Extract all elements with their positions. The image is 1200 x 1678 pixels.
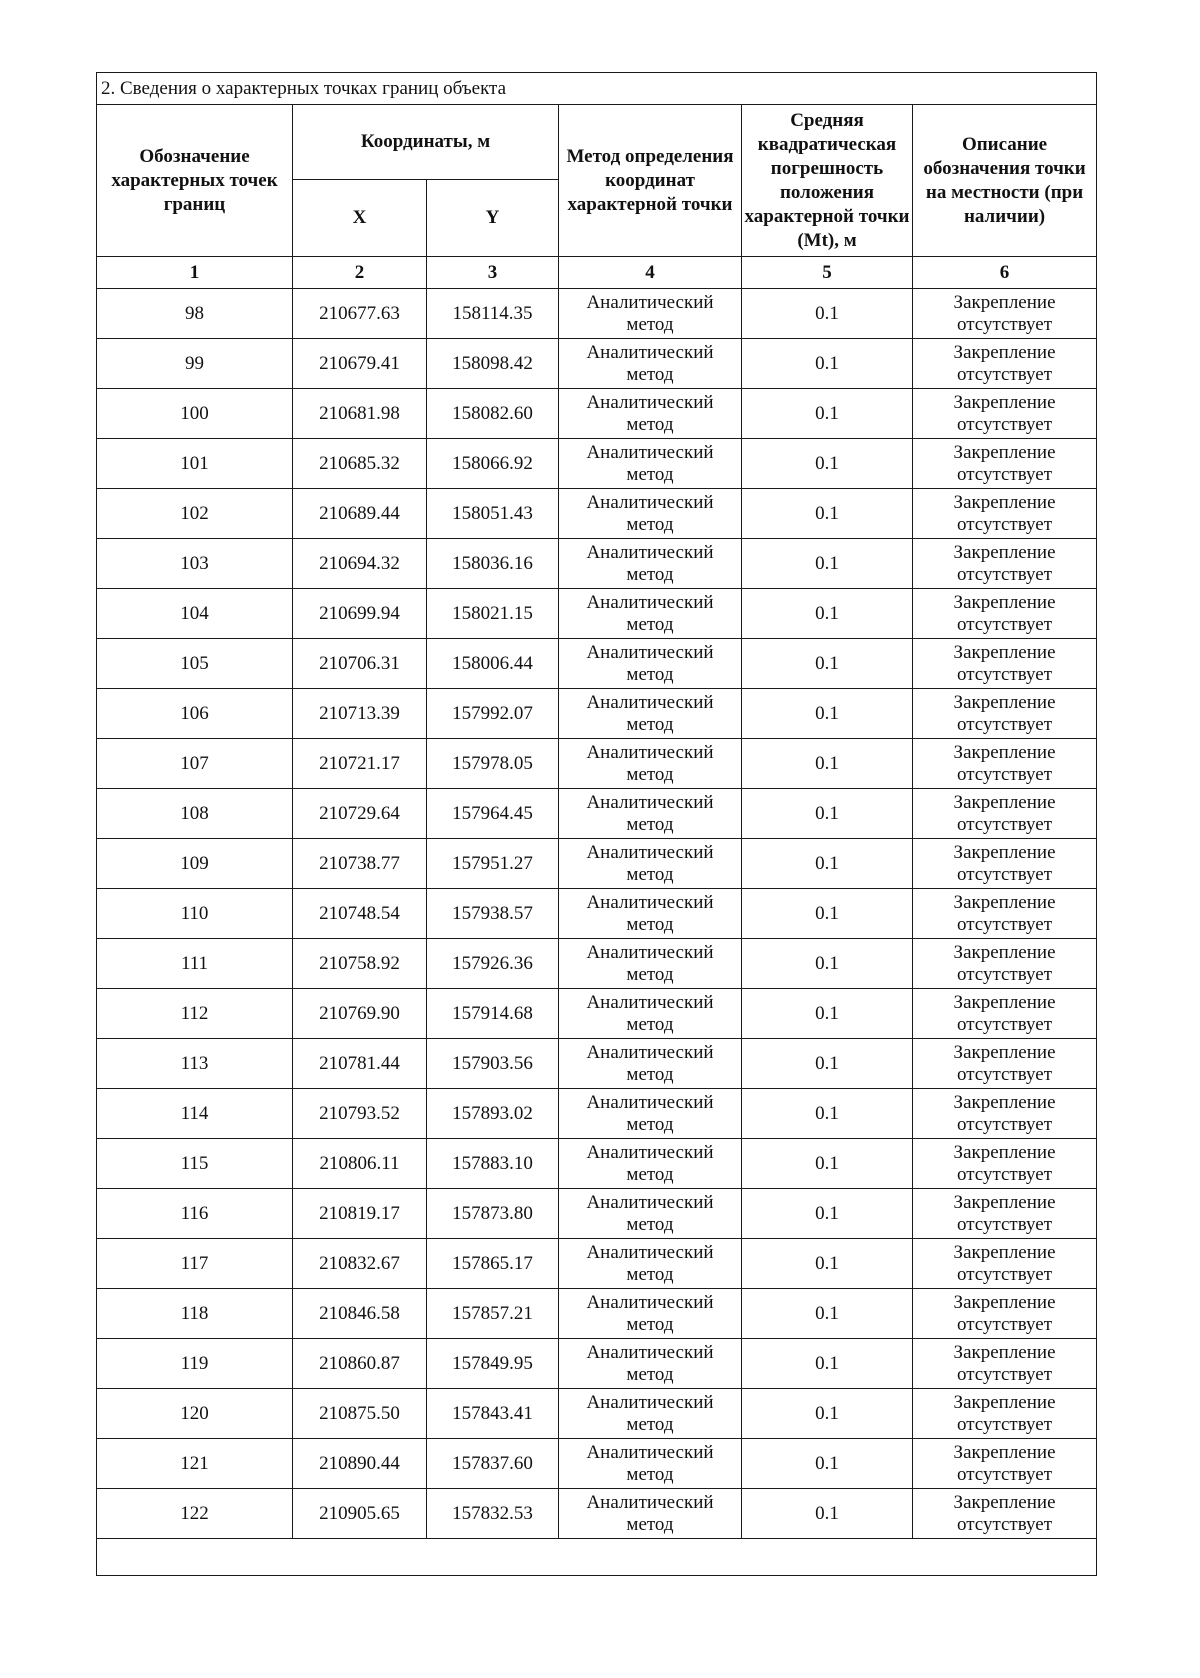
method-cell-line-1: Аналитический xyxy=(586,691,714,713)
description-cell-line-1: Закрепление xyxy=(953,1391,1056,1413)
method-cell-line-1: Аналитический xyxy=(586,541,714,563)
method-cell-line-2: метод xyxy=(626,1463,674,1485)
table-row xyxy=(97,739,1097,789)
method-cell xyxy=(559,439,742,489)
description-cell-line-1: Закрепление xyxy=(953,741,1056,763)
method-cell-line-2: метод xyxy=(626,563,674,585)
method-cell-line-1: Аналитический xyxy=(586,1191,714,1213)
method-cell xyxy=(559,489,742,539)
method-cell-line-1: Аналитический xyxy=(586,991,714,1013)
table-body xyxy=(97,289,1097,1539)
method-cell xyxy=(559,689,742,739)
method-cell-line-1: Аналитический xyxy=(586,841,714,863)
accuracy-cell: 0.1 xyxy=(742,739,913,789)
description-cell-line-1: Закрепление xyxy=(953,1091,1056,1113)
header-y: Y xyxy=(427,180,559,257)
description-cell xyxy=(913,489,1097,539)
method-cell-line-2: метод xyxy=(626,963,674,985)
y-coordinate-cell: 157964.45 xyxy=(427,789,559,839)
method-cell-line-1: Аналитический xyxy=(586,791,714,813)
method-cell-line-1: Аналитический xyxy=(586,1391,714,1413)
table-row xyxy=(97,339,1097,389)
method-cell xyxy=(559,639,742,689)
description-cell xyxy=(913,1139,1097,1189)
description-cell-line-2: отсутствует xyxy=(957,913,1053,935)
method-cell-line-1: Аналитический xyxy=(586,1041,714,1063)
header-description: Описание обозначения точки на местности (при наличии) xyxy=(913,105,1097,257)
method-cell xyxy=(559,739,742,789)
table-row xyxy=(97,689,1097,739)
description-cell xyxy=(913,539,1097,589)
method-cell-line-1: Аналитический xyxy=(586,641,714,663)
method-cell-line-1: Аналитический xyxy=(586,891,714,913)
method-cell-line-1: Аналитический xyxy=(586,391,714,413)
description-cell-line-1: Закрепление xyxy=(953,941,1056,963)
x-coordinate-cell: 210860.87 xyxy=(293,1339,427,1389)
description-cell-line-2: отсутствует xyxy=(957,1363,1053,1385)
description-cell-line-2: отсутствует xyxy=(957,713,1053,735)
description-cell-line-1: Закрепление xyxy=(953,641,1056,663)
description-cell-line-2: отсутствует xyxy=(957,513,1053,535)
method-cell-line-2: метод xyxy=(626,1313,674,1335)
y-coordinate-cell: 157865.17 xyxy=(427,1239,559,1289)
column-number: 4 xyxy=(559,257,742,289)
method-cell xyxy=(559,589,742,639)
accuracy-cell: 0.1 xyxy=(742,1389,913,1439)
description-cell-line-1: Закрепление xyxy=(953,391,1056,413)
point-number-cell: 113 xyxy=(97,1039,293,1089)
point-number-cell: 114 xyxy=(97,1089,293,1139)
y-coordinate-cell: 157883.10 xyxy=(427,1139,559,1189)
header-method: Метод определения координат характерной точки xyxy=(559,105,742,257)
point-number-cell: 110 xyxy=(97,889,293,939)
y-coordinate-cell: 158051.43 xyxy=(427,489,559,539)
method-cell-line-1: Аналитический xyxy=(586,1341,714,1363)
x-coordinate-cell: 210748.54 xyxy=(293,889,427,939)
x-coordinate-cell: 210832.67 xyxy=(293,1239,427,1289)
description-cell-line-1: Закрепление xyxy=(953,1041,1056,1063)
point-number-cell: 100 xyxy=(97,389,293,439)
description-cell-line-1: Закрепление xyxy=(953,1191,1056,1213)
column-number-row xyxy=(97,257,1097,289)
accuracy-cell: 0.1 xyxy=(742,489,913,539)
description-cell-line-2: отсутствует xyxy=(957,1313,1053,1335)
accuracy-cell: 0.1 xyxy=(742,589,913,639)
accuracy-cell: 0.1 xyxy=(742,939,913,989)
description-cell-line-1: Закрепление xyxy=(953,1491,1056,1513)
x-coordinate-cell: 210681.98 xyxy=(293,389,427,439)
header-point-designation: Обозначение характерных точек границ xyxy=(97,105,293,257)
description-cell-line-1: Закрепление xyxy=(953,1441,1056,1463)
point-number-cell: 102 xyxy=(97,489,293,539)
header-x: X xyxy=(293,180,427,257)
point-number-cell: 120 xyxy=(97,1389,293,1439)
x-coordinate-cell: 210781.44 xyxy=(293,1039,427,1089)
method-cell-line-2: метод xyxy=(626,1213,674,1235)
description-cell-line-2: отсутствует xyxy=(957,1113,1053,1135)
point-number-cell: 116 xyxy=(97,1189,293,1239)
description-cell-line-2: отсутствует xyxy=(957,613,1053,635)
accuracy-cell: 0.1 xyxy=(742,1039,913,1089)
description-cell-line-2: отсутствует xyxy=(957,313,1053,335)
description-cell xyxy=(913,1439,1097,1489)
accuracy-cell: 0.1 xyxy=(742,439,913,489)
point-number-cell: 122 xyxy=(97,1489,293,1539)
method-cell-line-1: Аналитический xyxy=(586,1091,714,1113)
accuracy-cell: 0.1 xyxy=(742,539,913,589)
description-cell xyxy=(913,839,1097,889)
method-cell-line-2: метод xyxy=(626,763,674,785)
column-number: 2 xyxy=(293,257,427,289)
description-cell-line-2: отсутствует xyxy=(957,463,1053,485)
description-cell-line-1: Закрепление xyxy=(953,691,1056,713)
description-cell xyxy=(913,1389,1097,1439)
x-coordinate-cell: 210706.31 xyxy=(293,639,427,689)
method-cell xyxy=(559,789,742,839)
y-coordinate-cell: 157903.56 xyxy=(427,1039,559,1089)
table-row xyxy=(97,1339,1097,1389)
method-cell xyxy=(559,1489,742,1539)
description-cell-line-1: Закрепление xyxy=(953,341,1056,363)
empty-footer-row xyxy=(97,1539,1097,1576)
method-cell-line-1: Аналитический xyxy=(586,491,714,513)
accuracy-cell: 0.1 xyxy=(742,1089,913,1139)
point-number-cell: 107 xyxy=(97,739,293,789)
accuracy-cell: 0.1 xyxy=(742,1239,913,1289)
y-coordinate-cell: 157992.07 xyxy=(427,689,559,739)
y-coordinate-cell: 157873.80 xyxy=(427,1189,559,1239)
method-cell xyxy=(559,389,742,439)
x-coordinate-cell: 210729.64 xyxy=(293,789,427,839)
x-coordinate-cell: 210738.77 xyxy=(293,839,427,889)
description-cell xyxy=(913,939,1097,989)
description-cell xyxy=(913,389,1097,439)
method-cell xyxy=(559,889,742,939)
method-cell-line-2: метод xyxy=(626,463,674,485)
y-coordinate-cell: 157978.05 xyxy=(427,739,559,789)
y-coordinate-cell: 157926.36 xyxy=(427,939,559,989)
accuracy-cell: 0.1 xyxy=(742,639,913,689)
method-cell xyxy=(559,1239,742,1289)
description-cell-line-2: отсутствует xyxy=(957,1413,1053,1435)
table-row xyxy=(97,789,1097,839)
table-row xyxy=(97,1189,1097,1239)
x-coordinate-cell: 210694.32 xyxy=(293,539,427,589)
description-cell-line-2: отсутствует xyxy=(957,563,1053,585)
method-cell-line-2: метод xyxy=(626,1363,674,1385)
method-cell-line-2: метод xyxy=(626,813,674,835)
accuracy-cell: 0.1 xyxy=(742,1139,913,1189)
method-cell-line-1: Аналитический xyxy=(586,1441,714,1463)
method-cell xyxy=(559,939,742,989)
method-cell-line-2: метод xyxy=(626,1063,674,1085)
table-row xyxy=(97,639,1097,689)
column-number: 1 xyxy=(97,257,293,289)
y-coordinate-cell: 157893.02 xyxy=(427,1089,559,1139)
point-number-cell: 115 xyxy=(97,1139,293,1189)
description-cell xyxy=(913,439,1097,489)
point-number-cell: 101 xyxy=(97,439,293,489)
accuracy-cell: 0.1 xyxy=(742,989,913,1039)
method-cell-line-2: метод xyxy=(626,1263,674,1285)
boundary-points-table xyxy=(96,72,1097,1576)
method-cell-line-2: метод xyxy=(626,1163,674,1185)
point-number-cell: 106 xyxy=(97,689,293,739)
description-cell-line-1: Закрепление xyxy=(953,791,1056,813)
x-coordinate-cell: 210689.44 xyxy=(293,489,427,539)
description-cell-line-1: Закрепление xyxy=(953,1241,1056,1263)
description-cell-line-2: отсутствует xyxy=(957,1163,1053,1185)
point-number-cell: 105 xyxy=(97,639,293,689)
caption-row xyxy=(97,73,1097,105)
method-cell xyxy=(559,1289,742,1339)
description-cell-line-1: Закрепление xyxy=(953,841,1056,863)
method-cell-line-2: метод xyxy=(626,1113,674,1135)
method-cell-line-1: Аналитический xyxy=(586,1291,714,1313)
method-cell xyxy=(559,1039,742,1089)
method-cell-line-2: метод xyxy=(626,313,674,335)
x-coordinate-cell: 210875.50 xyxy=(293,1389,427,1439)
table-row xyxy=(97,1039,1097,1089)
x-coordinate-cell: 210890.44 xyxy=(293,1439,427,1489)
description-cell xyxy=(913,589,1097,639)
column-number: 6 xyxy=(913,257,1097,289)
description-cell-line-2: отсутствует xyxy=(957,763,1053,785)
y-coordinate-cell: 158098.42 xyxy=(427,339,559,389)
description-cell xyxy=(913,1189,1097,1239)
method-cell-line-1: Аналитический xyxy=(586,941,714,963)
point-number-cell: 109 xyxy=(97,839,293,889)
description-cell-line-2: отсутствует xyxy=(957,963,1053,985)
description-cell xyxy=(913,689,1097,739)
x-coordinate-cell: 210806.11 xyxy=(293,1139,427,1189)
table-row xyxy=(97,839,1097,889)
description-cell xyxy=(913,989,1097,1039)
method-cell-line-1: Аналитический xyxy=(586,441,714,463)
description-cell-line-2: отсутствует xyxy=(957,413,1053,435)
method-cell-line-1: Аналитический xyxy=(586,1241,714,1263)
description-cell xyxy=(913,1339,1097,1389)
document-sheet xyxy=(96,72,1096,1576)
accuracy-cell: 0.1 xyxy=(742,289,913,339)
y-coordinate-cell: 157843.41 xyxy=(427,1389,559,1439)
y-coordinate-cell: 157837.60 xyxy=(427,1439,559,1489)
table-row xyxy=(97,1089,1097,1139)
accuracy-cell: 0.1 xyxy=(742,789,913,839)
point-number-cell: 103 xyxy=(97,539,293,589)
description-cell xyxy=(913,889,1097,939)
accuracy-cell: 0.1 xyxy=(742,339,913,389)
method-cell xyxy=(559,339,742,389)
description-cell xyxy=(913,739,1097,789)
description-cell-line-1: Закрепление xyxy=(953,491,1056,513)
description-cell xyxy=(913,789,1097,839)
table-row xyxy=(97,539,1097,589)
description-cell xyxy=(913,1239,1097,1289)
method-cell-line-1: Аналитический xyxy=(586,741,714,763)
table-row xyxy=(97,389,1097,439)
point-number-cell: 112 xyxy=(97,989,293,1039)
method-cell-line-2: метод xyxy=(626,413,674,435)
y-coordinate-cell: 158114.35 xyxy=(427,289,559,339)
description-cell-line-1: Закрепление xyxy=(953,291,1056,313)
accuracy-cell: 0.1 xyxy=(742,1339,913,1389)
method-cell-line-2: метод xyxy=(626,913,674,935)
y-coordinate-cell: 157914.68 xyxy=(427,989,559,1039)
table-row xyxy=(97,889,1097,939)
table-row xyxy=(97,439,1097,489)
method-cell xyxy=(559,1139,742,1189)
y-coordinate-cell: 158066.92 xyxy=(427,439,559,489)
description-cell-line-2: отсутствует xyxy=(957,1263,1053,1285)
y-coordinate-cell: 158006.44 xyxy=(427,639,559,689)
x-coordinate-cell: 210685.32 xyxy=(293,439,427,489)
method-cell-line-1: Аналитический xyxy=(586,341,714,363)
table-row xyxy=(97,1239,1097,1289)
table-row xyxy=(97,1489,1097,1539)
description-cell-line-2: отсутствует xyxy=(957,1213,1053,1235)
y-coordinate-cell: 158082.60 xyxy=(427,389,559,439)
description-cell-line-1: Закрепление xyxy=(953,1141,1056,1163)
x-coordinate-cell: 210905.65 xyxy=(293,1489,427,1539)
point-number-cell: 119 xyxy=(97,1339,293,1389)
y-coordinate-cell: 158021.15 xyxy=(427,589,559,639)
description-cell-line-1: Закрепление xyxy=(953,1341,1056,1363)
method-cell-line-2: метод xyxy=(626,1013,674,1035)
point-number-cell: 108 xyxy=(97,789,293,839)
empty-cell xyxy=(97,1539,1097,1576)
header-row-top xyxy=(97,105,1097,180)
method-cell xyxy=(559,839,742,889)
x-coordinate-cell: 210677.63 xyxy=(293,289,427,339)
method-cell xyxy=(559,289,742,339)
method-cell-line-1: Аналитический xyxy=(586,1491,714,1513)
x-coordinate-cell: 210699.94 xyxy=(293,589,427,639)
description-cell xyxy=(913,1089,1097,1139)
x-coordinate-cell: 210846.58 xyxy=(293,1289,427,1339)
method-cell xyxy=(559,1389,742,1439)
method-cell-line-1: Аналитический xyxy=(586,591,714,613)
x-coordinate-cell: 210679.41 xyxy=(293,339,427,389)
method-cell-line-2: метод xyxy=(626,363,674,385)
table-row xyxy=(97,1389,1097,1439)
x-coordinate-cell: 210713.39 xyxy=(293,689,427,739)
accuracy-cell: 0.1 xyxy=(742,689,913,739)
method-cell-line-1: Аналитический xyxy=(586,1141,714,1163)
point-number-cell: 117 xyxy=(97,1239,293,1289)
method-cell-line-2: метод xyxy=(626,663,674,685)
description-cell-line-2: отсутствует xyxy=(957,363,1053,385)
description-cell xyxy=(913,639,1097,689)
table-row xyxy=(97,1289,1097,1339)
description-cell-line-1: Закрепление xyxy=(953,441,1056,463)
method-cell-line-1: Аналитический xyxy=(586,291,714,313)
accuracy-cell: 0.1 xyxy=(742,839,913,889)
description-cell-line-2: отсутствует xyxy=(957,813,1053,835)
x-coordinate-cell: 210819.17 xyxy=(293,1189,427,1239)
point-number-cell: 104 xyxy=(97,589,293,639)
x-coordinate-cell: 210769.90 xyxy=(293,989,427,1039)
method-cell xyxy=(559,1089,742,1139)
table-row xyxy=(97,589,1097,639)
description-cell-line-1: Закрепление xyxy=(953,541,1056,563)
description-cell-line-2: отсутствует xyxy=(957,863,1053,885)
method-cell xyxy=(559,1439,742,1489)
point-number-cell: 99 xyxy=(97,339,293,389)
accuracy-cell: 0.1 xyxy=(742,889,913,939)
x-coordinate-cell: 210721.17 xyxy=(293,739,427,789)
description-cell-line-1: Закрепление xyxy=(953,991,1056,1013)
description-cell-line-1: Закрепление xyxy=(953,891,1056,913)
table-row xyxy=(97,939,1097,989)
point-number-cell: 98 xyxy=(97,289,293,339)
accuracy-cell: 0.1 xyxy=(742,1439,913,1489)
y-coordinate-cell: 158036.16 xyxy=(427,539,559,589)
point-number-cell: 111 xyxy=(97,939,293,989)
description-cell xyxy=(913,1489,1097,1539)
description-cell xyxy=(913,289,1097,339)
y-coordinate-cell: 157849.95 xyxy=(427,1339,559,1389)
column-number: 5 xyxy=(742,257,913,289)
point-number-cell: 118 xyxy=(97,1289,293,1339)
table-row xyxy=(97,1439,1097,1489)
method-cell-line-2: метод xyxy=(626,613,674,635)
description-cell-line-2: отсутствует xyxy=(957,1013,1053,1035)
method-cell-line-2: метод xyxy=(626,513,674,535)
description-cell-line-1: Закрепление xyxy=(953,591,1056,613)
table-row xyxy=(97,289,1097,339)
accuracy-cell: 0.1 xyxy=(742,1289,913,1339)
header-accuracy: Средняя квадратическая погрешность положения характерной точки (Mt), м xyxy=(742,105,913,257)
method-cell-line-2: метод xyxy=(626,713,674,735)
accuracy-cell: 0.1 xyxy=(742,389,913,439)
description-cell xyxy=(913,339,1097,389)
section-title: 2. Сведения о характерных точках границ объекта xyxy=(97,73,1097,105)
method-cell-line-2: метод xyxy=(626,863,674,885)
description-cell-line-2: отсутствует xyxy=(957,1513,1053,1535)
x-coordinate-cell: 210758.92 xyxy=(293,939,427,989)
method-cell xyxy=(559,1339,742,1389)
method-cell xyxy=(559,539,742,589)
y-coordinate-cell: 157938.57 xyxy=(427,889,559,939)
description-cell-line-1: Закрепление xyxy=(953,1291,1056,1313)
description-cell-line-2: отсутствует xyxy=(957,1463,1053,1485)
description-cell-line-2: отсутствует xyxy=(957,1063,1053,1085)
y-coordinate-cell: 157832.53 xyxy=(427,1489,559,1539)
method-cell xyxy=(559,1189,742,1239)
accuracy-cell: 0.1 xyxy=(742,1189,913,1239)
method-cell-line-2: метод xyxy=(626,1513,674,1535)
point-number-cell: 121 xyxy=(97,1439,293,1489)
method-cell-line-2: метод xyxy=(626,1413,674,1435)
description-cell xyxy=(913,1039,1097,1089)
table-row xyxy=(97,989,1097,1039)
y-coordinate-cell: 157951.27 xyxy=(427,839,559,889)
method-cell xyxy=(559,989,742,1039)
description-cell xyxy=(913,1289,1097,1339)
table-row xyxy=(97,489,1097,539)
y-coordinate-cell: 157857.21 xyxy=(427,1289,559,1339)
table-row xyxy=(97,1139,1097,1189)
header-coordinates: Координаты, м xyxy=(293,105,559,180)
x-coordinate-cell: 210793.52 xyxy=(293,1089,427,1139)
accuracy-cell: 0.1 xyxy=(742,1489,913,1539)
column-number: 3 xyxy=(427,257,559,289)
description-cell-line-2: отсутствует xyxy=(957,663,1053,685)
